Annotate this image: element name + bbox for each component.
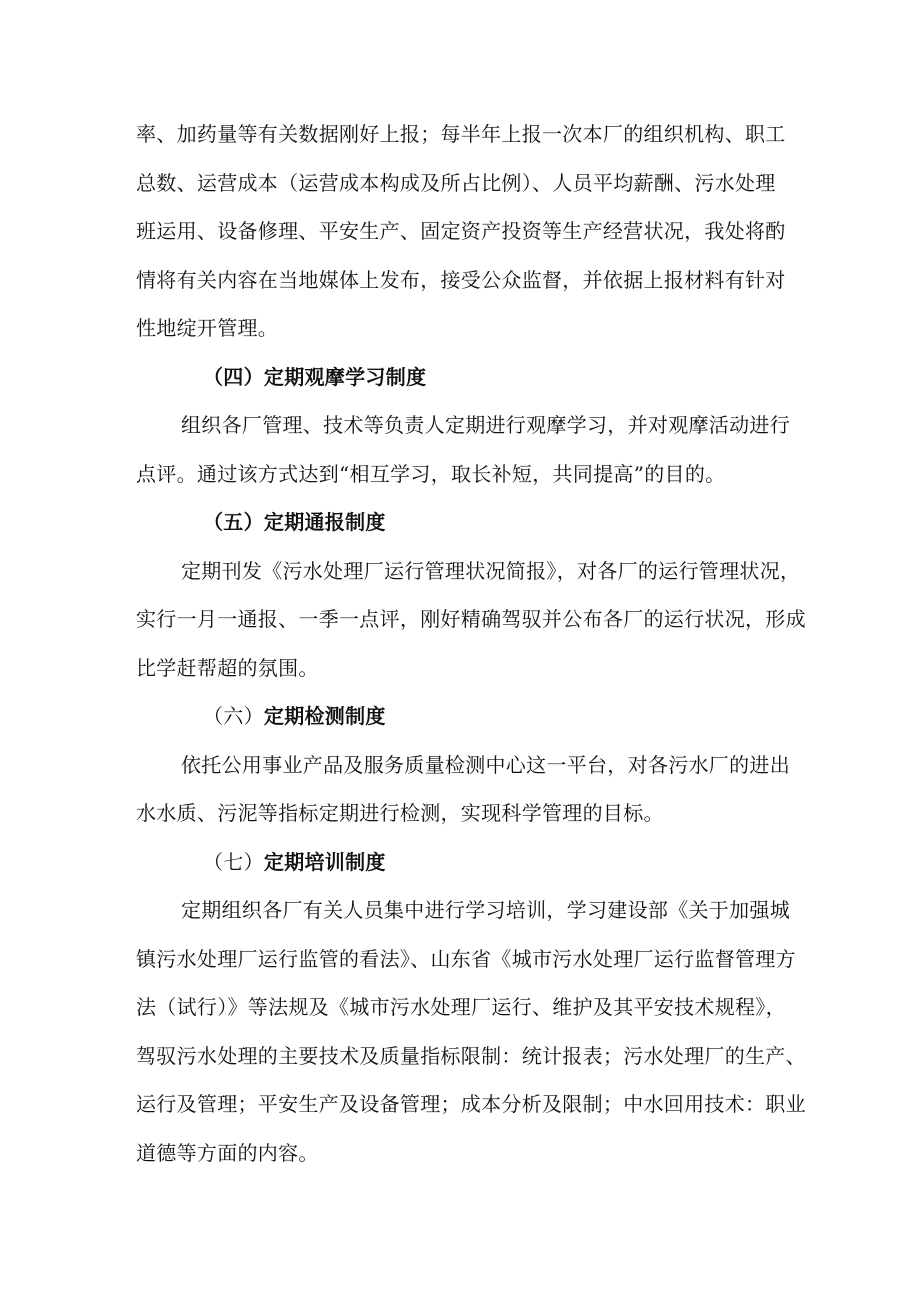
section-number: （七） [203, 849, 264, 874]
paragraph-line: 依托公用事业产品及服务质量检测中心这一平台，对各污水厂的进出 [181, 752, 790, 777]
intro-paragraph [136, 110, 796, 353]
section-6-paragraph [136, 741, 796, 838]
section-7-paragraph [136, 886, 806, 1177]
paragraph-line: 实行一月一通报、一季一点评，刚好精确驾驭并公布各厂的运行状况，形成 [136, 607, 806, 631]
section-heading-6 [136, 692, 796, 741]
paragraph-line: 法（试行）》等法规及《城市污水处理厂运行、维护及其平安技术规程》， [136, 995, 786, 1019]
section-title: 定期通报制度 [263, 510, 386, 534]
paragraph-line: 点评。通过该方式达到“相互学习，取长补短，共同提高”的目的。 [136, 461, 726, 486]
paragraph-line: 组织各厂管理、技术等负责人定期进行观摩学习，并对观摩活动进行 [181, 413, 790, 437]
paragraph-line: 定期刊发《污水处理厂运行管理状况简报》，对各厂的运行管理状况， [181, 558, 801, 583]
section-heading-5 [136, 498, 796, 547]
section-number: （五） [203, 510, 264, 534]
paragraph-line: 总数、运营成本（运营成本构成及所占比例）、人员平均薪酬、污水处理 [136, 170, 776, 195]
section-title: 定期检测制度 [263, 704, 386, 728]
paragraph-line: 性地绽开管理。 [136, 316, 279, 340]
paragraph-line: 班运用、设备修理、平安生产、固定资产投资等生产经营状况，我处将酌 [136, 219, 786, 243]
section-5-paragraph [136, 547, 806, 693]
paragraph-line: 定期组织各厂有关人员集中进行学习培训，学习建设部《关于加强城 [181, 898, 790, 922]
section-title: 定期观摩学习制度 [263, 364, 427, 389]
paragraph-line: 水水质、污泥等指标定期进行检测，实现科学管理的目标。 [136, 801, 664, 825]
section-4-paragraph [136, 401, 796, 498]
paragraph-line: 道德等方面的内容。 [136, 1140, 319, 1165]
section-heading-4 [136, 353, 796, 402]
paragraph-line: 运行及管理；平安生产及设备管理；成本分析及限制；中水回用技术：职业 [136, 1092, 806, 1116]
paragraph-line: 比学赶帮超的氛围。 [136, 655, 319, 680]
section-heading-7 [136, 838, 796, 887]
paragraph-line: 率、加药量等有关数据刚好上报；每半年上报一次本厂的组织机构、职工 [136, 122, 786, 146]
document-body [136, 110, 806, 1177]
paragraph-line: 情将有关内容在当地媒体上发布，接受公众监督，并依据上报材料有针对 [136, 267, 786, 292]
paragraph-line: 镇污水处理厂运行监管的看法》、山东省《城市污水处理厂运行监督管理方 [136, 946, 796, 971]
section-number: （六） [203, 704, 264, 728]
section-title: 定期培训制度 [263, 849, 386, 874]
section-number: （四） [203, 364, 264, 389]
paragraph-line: 驾驭污水处理的主要技术及质量指标限制：统计报表；污水处理厂的生产、 [136, 1043, 806, 1068]
